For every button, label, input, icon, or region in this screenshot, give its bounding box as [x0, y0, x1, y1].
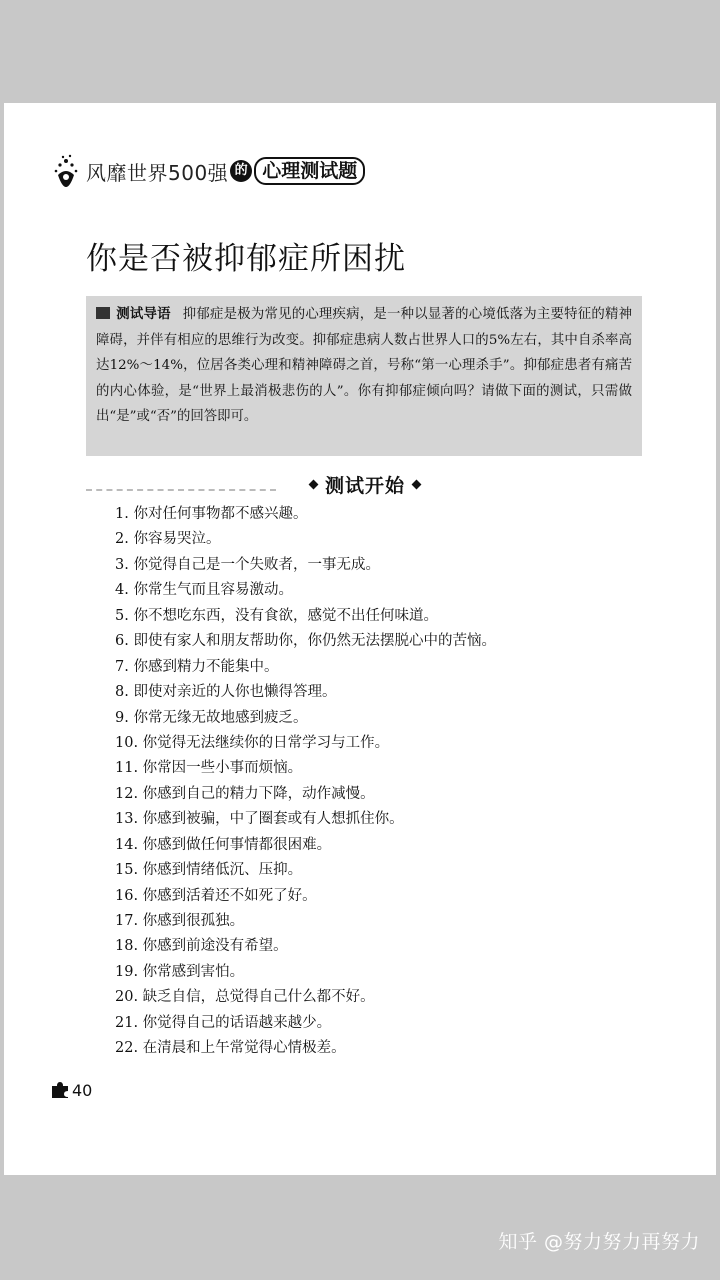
diamond-left-icon	[309, 480, 319, 490]
page-number: 40	[72, 1080, 93, 1100]
question-item: 17. 你感到很孤独。	[115, 913, 245, 929]
puzzle-piece-icon	[50, 1080, 70, 1100]
question-list	[115, 502, 496, 1062]
section-header	[86, 471, 642, 501]
question-item: 22. 在清晨和上午常觉得心情极差。	[115, 1040, 346, 1057]
question-item: 21. 你觉得自己的话语越来越少。	[115, 1014, 332, 1031]
book-header	[50, 151, 365, 191]
question-item: 16. 你感到活着还不如死了好。	[115, 887, 317, 904]
question-item: 15. 你感到情绪低沉、压抑。	[115, 862, 303, 879]
question-item: 2. 你容易哭泣。	[115, 531, 221, 548]
section-title-wrap	[302, 471, 428, 498]
book-page	[4, 103, 716, 1175]
intro-label: 测试导语	[116, 307, 171, 322]
intro-text: 抑郁症是极为常见的心理疾病，是一种以显著的心境低落为主要特征的精神障碍，并伴有相应的思维行为改变。抑郁症患病人数占世界人口的5%左右，其中自杀率高达12%～14%，位居各类心理和精神障碍之首，号称“第一心理杀手”。抑郁症患者有痛苦的内心体验，是“世界上最消极悲伤的人”。你有抑郁症倾向吗？请做下面的测试，只需做出“是”或“否”的回答即可。	[96, 307, 632, 424]
flower-ornament-icon	[50, 153, 82, 189]
book-icon	[96, 307, 110, 319]
question-item: 12. 你感到自己的精力下降，动作减慢。	[115, 785, 375, 802]
series-subtitle: 心理测试题	[254, 157, 365, 185]
question-item: 11. 你常因一些小事而烦恼。	[115, 760, 303, 777]
diamond-right-icon	[412, 480, 422, 490]
question-item: 1. 你对任何事物都不感兴趣。	[115, 506, 308, 522]
question-item: 13. 你感到被骗，中了圈套或有人想抓住你。	[115, 811, 404, 828]
question-item: 10. 你觉得无法继续你的日常学习与工作。	[115, 734, 390, 751]
question-item: 5. 你不想吃东西，没有食欲，感觉不出任何味道。	[115, 607, 438, 624]
question-item: 6. 即使有家人和朋友帮助你，你仍然无法摆脱心中的苦恼。	[115, 633, 496, 650]
zhihu-watermark: 知乎 @努力努力再努力	[498, 1231, 700, 1253]
question-item: 18. 你感到前途没有希望。	[115, 938, 288, 955]
question-item: 20. 缺乏自信，总觉得自己什么都不好。	[115, 989, 375, 1006]
section-divider	[86, 489, 276, 491]
question-item: 8. 即使对亲近的人你也懒得答理。	[115, 684, 337, 701]
series-title: 风靡世界500强	[86, 160, 229, 185]
question-item: 19. 你常感到害怕。	[115, 963, 245, 980]
series-de-badge: 的	[230, 160, 252, 182]
page-title: 你是否被抑郁症所困扰	[86, 241, 406, 277]
question-item: 4. 你常生气而且容易激动。	[115, 582, 293, 599]
question-item: 3. 你觉得自己是一个失败者，一事无成。	[115, 556, 380, 573]
question-item: 14. 你感到做任何事情都很困难。	[115, 836, 332, 853]
question-item: 7. 你感到精力不能集中。	[115, 658, 279, 675]
intro-box	[86, 296, 642, 456]
question-item: 9. 你常无缘无故地感到疲乏。	[115, 709, 308, 726]
section-title: 测试开始	[325, 475, 406, 497]
page-footer	[50, 1080, 92, 1100]
